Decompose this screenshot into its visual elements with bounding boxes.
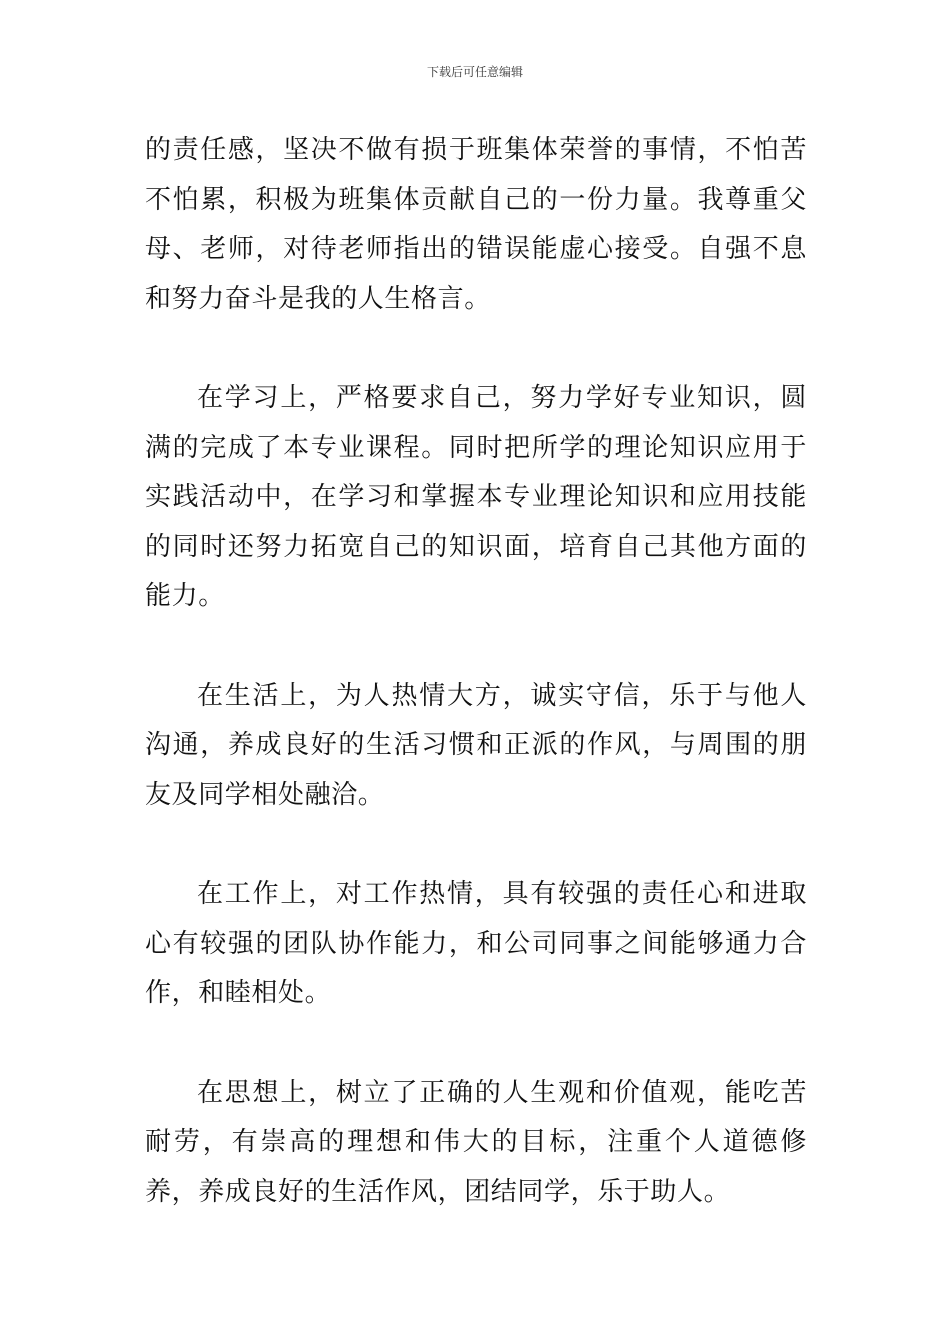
paragraph-work: 在工作上，对工作热情，具有较强的责任心和进取心有较强的团队协作能力，和公司同事之间能够通力合作，和睦相处。: [145, 879, 807, 1008]
paragraph-continuation: 的责任感，坚决不做有损于班集体荣誉的事情，不怕苦不怕累，积极为班集体贡献自己的一份力量。我尊重父母、老师，对待老师指出的错误能虚心接受。自强不息和努力奋斗是我的人生格言。: [145, 135, 807, 314]
paragraph-thought: 在思想上，树立了正确的人生观和价值观，能吃苦耐劳，有崇高的理想和伟大的目标，注重个人道德修养，养成良好的生活作风，团结同学，乐于助人。: [145, 1077, 807, 1207]
paragraph-study: 在学习上，严格要求自己，努力学好专业知识，圆满的完成了本专业课程。同时把所学的理论知识应用于实践活动中，在学习和掌握本专业理论知识和应用技能的同时还努力拓宽自己的知识面，培育自己其他方面的能力。: [145, 383, 807, 611]
page-header: 下载后可任意编辑: [426, 65, 523, 79]
document-body: [145, 126, 807, 1217]
paragraph-life: 在生活上，为人热情大方，诚实守信，乐于与他人沟通，养成良好的生活习惯和正派的作风，与周围的朋友及同学相处融洽。: [145, 680, 807, 810]
